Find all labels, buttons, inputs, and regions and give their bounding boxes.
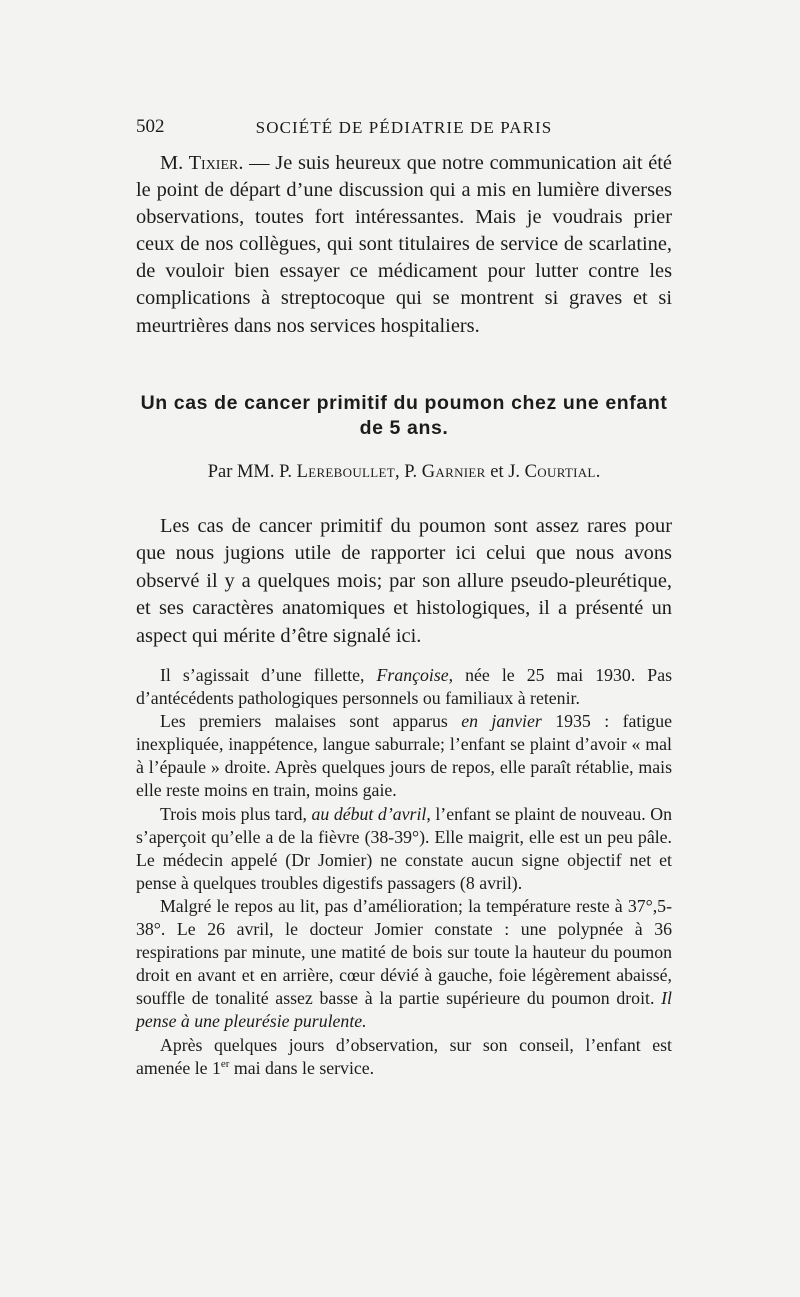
intro-paragraph: Les cas de cancer primitif du poumon sont assez rares pour que nous jugions utile de rapporter ici celui que nous avons observé il y a quelques mois; par son allure pseudo-pleurétique, et ses caractères anatomiques et histologiques, il a présenté un aspect qui mérite d’être signalé ici. bbox=[136, 515, 672, 647]
author-garnier: Garnier bbox=[421, 462, 486, 482]
ordinal-superscript: er bbox=[220, 1057, 230, 1070]
page-number: 502 bbox=[136, 116, 165, 137]
discussion-text: — Je suis heureux que notre communication ait été le point de départ d’une discussion qui a mis en lumière diverses observations, toutes fort intéressantes. Mais je voudrais prier ceux de nos collègues, qui sont titulaires de service de scarlatine, de vouloir bien essayer ce médicament pour lutter contre les complications à streptocoque qui se montrent si graves et si meurtrières dans nos services hospitaliers. bbox=[136, 152, 672, 337]
text-run: 1935 : fatigue inexpliquée, inappétence, langue saburrale; l’enfant se plaint d’avoir « mal à l’épaule » droite. Après quelques jours de repos, elle paraît rétablie, mais elle reste moins en train, moins gaie. bbox=[136, 711, 672, 801]
text-run: mai dans le service. bbox=[229, 1057, 375, 1078]
article-authors bbox=[136, 462, 672, 483]
running-title: SOCIÉTÉ DE PÉDIATRIE DE PARIS bbox=[255, 118, 553, 137]
article-title: Un cas de cancer primitif du poumon chez une enfant de 5 ans. bbox=[140, 392, 668, 439]
patient-name: Françoise bbox=[376, 665, 449, 685]
case-paragraph-3 bbox=[136, 803, 672, 895]
authors-prefix: Par MM. P. bbox=[207, 462, 297, 482]
speaker-name: M. Tixier. bbox=[160, 152, 244, 174]
authors-end: . bbox=[595, 462, 601, 482]
authors-separator: , P. bbox=[395, 462, 422, 482]
diagnosis-emphasis: Il pense à une pleurésie purulente. bbox=[136, 988, 672, 1032]
author-courtial: Courtial bbox=[524, 462, 596, 482]
date-emphasis: au début d’avril bbox=[311, 803, 427, 824]
case-paragraph-4 bbox=[136, 895, 672, 1034]
text-run: Trois mois plus tard, bbox=[160, 803, 312, 824]
text-run: , née le 25 mai 1930. Pas d’antécédents pathologiques personnels ou familiaux à retenir. bbox=[136, 665, 673, 709]
author-lereboullet: Lereboullet bbox=[296, 462, 395, 482]
case-report-body bbox=[136, 664, 672, 1080]
discussion-paragraph bbox=[136, 150, 672, 340]
case-paragraph-2 bbox=[136, 710, 672, 802]
authors-separator: et J. bbox=[485, 462, 525, 482]
case-paragraph-1 bbox=[136, 664, 672, 710]
case-paragraph-5 bbox=[136, 1034, 672, 1080]
date-emphasis: en janvier bbox=[461, 711, 542, 732]
text-run: Après quelques jours d’observation, sur son conseil, l’enfant est amenée le 1 bbox=[136, 1034, 672, 1078]
text-run: Il s’agissait d’une fillette, bbox=[160, 665, 377, 685]
text-run: , l’enfant se plaint de nouveau. On s’aperçoit qu’elle a de la fièvre (38-39°). Elle maigrit, elle est un peu pâle. Le médecin appelé (Dr Jomier) ne constate aucun signe objectif net et pense à quelques troubles digestifs passagers (8 avril). bbox=[136, 803, 672, 893]
text-run: Malgré le repos au lit, pas d’amélioration; la température reste à 37°,5-38°. Le 26 avril, le docteur Jomier constate : une polypnée à 36 respirations par minute, une matité de bois sur toute la hauteur du poumon droit en avant et en arrière, cœur dévié à gauche, foie légèrement abaissé, souffle de tonalité assez basse à la partie supérieure du poumon droit. bbox=[136, 895, 672, 1009]
text-run: Les premiers malaises sont apparus bbox=[160, 711, 462, 732]
running-header bbox=[136, 116, 672, 140]
